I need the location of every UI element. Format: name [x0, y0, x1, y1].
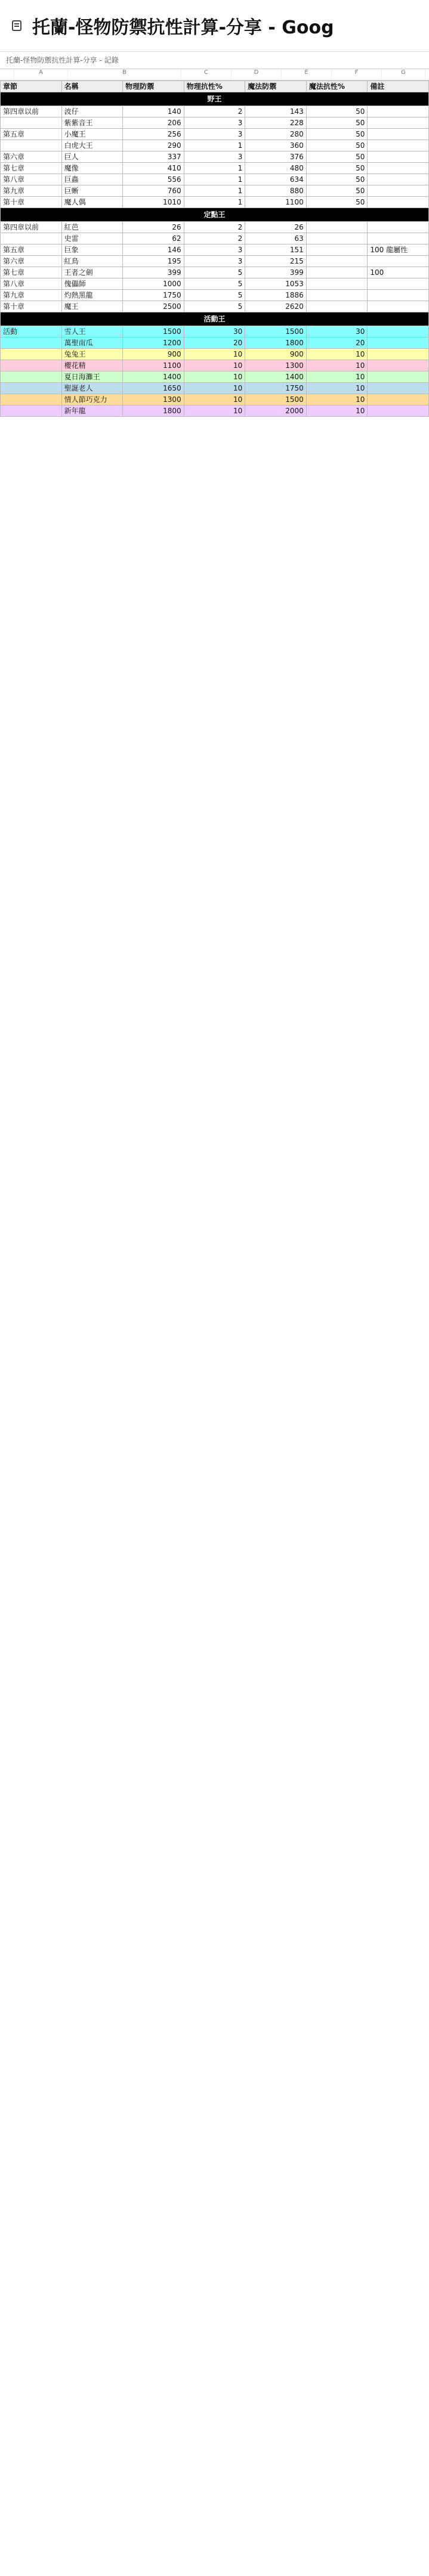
cell-c2[interactable]: 195: [123, 256, 184, 267]
cell-c4[interactable]: 376: [245, 151, 307, 163]
col-letter: D: [232, 69, 282, 80]
cell-c3[interactable]: 10: [184, 394, 245, 405]
cell-c6[interactable]: [368, 140, 429, 151]
cell-c3[interactable]: 3: [184, 129, 245, 140]
cell-c4[interactable]: 215: [245, 256, 307, 267]
cell-c0[interactable]: [1, 371, 62, 383]
cell-c5[interactable]: 50: [306, 197, 368, 208]
cell-c1[interactable]: 灼熱黑龍: [61, 290, 123, 301]
table-header-row: [1, 81, 429, 92]
cell-c2[interactable]: 1200: [123, 338, 184, 349]
cell-c1[interactable]: 小魔王: [61, 129, 123, 140]
cell-c5[interactable]: 50: [306, 174, 368, 185]
table-row[interactable]: [1, 197, 429, 208]
cell-c5[interactable]: [306, 233, 368, 244]
cell-c5[interactable]: 50: [306, 129, 368, 140]
cell-c6[interactable]: [368, 326, 429, 338]
column-header[interactable]: 魔法抗性%: [306, 81, 368, 92]
table-row[interactable]: [1, 222, 429, 233]
cell-c0[interactable]: 第七章: [1, 163, 62, 174]
cell-c0[interactable]: 第十章: [1, 197, 62, 208]
table-row[interactable]: [1, 405, 429, 417]
cell-c6[interactable]: [368, 222, 429, 233]
app-topbar: [0, 0, 429, 52]
cell-c0[interactable]: [1, 405, 62, 417]
table-row[interactable]: [1, 256, 429, 267]
cell-c5[interactable]: [306, 222, 368, 233]
col-letter: C: [181, 69, 232, 80]
cell-c2[interactable]: 146: [123, 244, 184, 256]
cell-c2[interactable]: 337: [123, 151, 184, 163]
cell-c0[interactable]: 第六章: [1, 151, 62, 163]
cell-c6[interactable]: [368, 129, 429, 140]
table-row[interactable]: [1, 394, 429, 405]
cell-c6[interactable]: [368, 197, 429, 208]
cell-c2[interactable]: 206: [123, 117, 184, 129]
table-row[interactable]: [1, 301, 429, 312]
cell-c1[interactable]: 魔王: [61, 301, 123, 312]
column-letters: [0, 69, 429, 80]
table-row[interactable]: [1, 338, 429, 349]
cell-c4[interactable]: 26: [245, 222, 307, 233]
cell-c5[interactable]: 50: [306, 117, 368, 129]
cell-c1[interactable]: 波仔: [61, 106, 123, 117]
col-letter: F: [332, 69, 382, 80]
cell-c4[interactable]: 399: [245, 267, 307, 278]
section-header-row: [1, 92, 429, 106]
cell-c2[interactable]: 140: [123, 106, 184, 117]
doc-icon: [10, 18, 24, 33]
cell-c0[interactable]: [1, 349, 62, 360]
cell-c6[interactable]: [368, 256, 429, 267]
column-header[interactable]: 魔法防禦: [245, 81, 307, 92]
cell-c1[interactable]: 傀儡師: [61, 278, 123, 290]
column-header[interactable]: 物理防禦: [123, 81, 184, 92]
cell-c2[interactable]: 760: [123, 185, 184, 197]
table-row[interactable]: [1, 185, 429, 197]
cell-c5[interactable]: 10: [306, 394, 368, 405]
table-row[interactable]: [1, 174, 429, 185]
cell-c2[interactable]: 256: [123, 129, 184, 140]
cell-c6[interactable]: [368, 371, 429, 383]
cell-c6[interactable]: [368, 394, 429, 405]
cell-c6[interactable]: [368, 349, 429, 360]
cell-c2[interactable]: 1300: [123, 394, 184, 405]
table-row[interactable]: [1, 117, 429, 129]
cell-c3[interactable]: 10: [184, 405, 245, 417]
cell-c1[interactable]: 巨蟲: [61, 174, 123, 185]
section-header-row: [1, 208, 429, 222]
cell-c4[interactable]: 1100: [245, 197, 307, 208]
cell-c0[interactable]: 第十章: [1, 301, 62, 312]
cell-c5[interactable]: 50: [306, 140, 368, 151]
cell-c6[interactable]: 100: [368, 267, 429, 278]
table-row[interactable]: [1, 290, 429, 301]
cell-c1[interactable]: 巨人: [61, 151, 123, 163]
cell-c1[interactable]: 紅芭: [61, 222, 123, 233]
cell-c2[interactable]: 62: [123, 233, 184, 244]
table-row[interactable]: [1, 163, 429, 174]
table-row[interactable]: [1, 151, 429, 163]
spreadsheet[interactable]: [0, 80, 429, 667]
cell-c4[interactable]: 280: [245, 129, 307, 140]
cell-c0[interactable]: [1, 233, 62, 244]
cell-c6[interactable]: [368, 185, 429, 197]
cell-c6[interactable]: [368, 338, 429, 349]
cell-c4[interactable]: 1886: [245, 290, 307, 301]
cell-c3[interactable]: 2: [184, 233, 245, 244]
cell-c5[interactable]: [306, 301, 368, 312]
cell-c0[interactable]: 第九章: [1, 290, 62, 301]
cell-c3[interactable]: 1: [184, 197, 245, 208]
table-row[interactable]: [1, 244, 429, 256]
cell-c4[interactable]: 360: [245, 140, 307, 151]
cell-c4[interactable]: 1400: [245, 371, 307, 383]
cell-c0[interactable]: [1, 140, 62, 151]
cell-c2[interactable]: 1000: [123, 278, 184, 290]
cell-c3[interactable]: 2: [184, 106, 245, 117]
cell-c0[interactable]: 活動: [1, 326, 62, 338]
cell-c3[interactable]: 30: [184, 326, 245, 338]
cell-c1[interactable]: 櫻花精: [61, 360, 123, 371]
cell-c4[interactable]: 2000: [245, 405, 307, 417]
cell-c1[interactable]: 魔人偶: [61, 197, 123, 208]
cell-c4[interactable]: 1300: [245, 360, 307, 371]
cell-c2[interactable]: 1400: [123, 371, 184, 383]
cell-c4[interactable]: 1800: [245, 338, 307, 349]
monster-table[interactable]: [0, 80, 429, 417]
cell-c4[interactable]: 2620: [245, 301, 307, 312]
cell-c2[interactable]: 1750: [123, 290, 184, 301]
cell-c3[interactable]: 3: [184, 256, 245, 267]
column-header[interactable]: 備註: [368, 81, 429, 92]
cell-c4[interactable]: 900: [245, 349, 307, 360]
cell-c3[interactable]: 5: [184, 301, 245, 312]
cell-c5[interactable]: 50: [306, 151, 368, 163]
col-letter: B: [68, 69, 181, 80]
col-letter: A: [14, 69, 68, 80]
cell-c0[interactable]: 第九章: [1, 185, 62, 197]
cell-c4[interactable]: 143: [245, 106, 307, 117]
cell-c0[interactable]: [1, 360, 62, 371]
cell-c5[interactable]: 50: [306, 163, 368, 174]
cell-c3[interactable]: 10: [184, 349, 245, 360]
cell-c4[interactable]: 1500: [245, 394, 307, 405]
cell-c3[interactable]: 5: [184, 290, 245, 301]
cell-c4[interactable]: 1053: [245, 278, 307, 290]
cell-c2[interactable]: 1100: [123, 360, 184, 371]
cell-c5[interactable]: 10: [306, 349, 368, 360]
cell-c1[interactable]: 新年龍: [61, 405, 123, 417]
cell-c6[interactable]: [368, 278, 429, 290]
cell-c1[interactable]: 兔兔王: [61, 349, 123, 360]
cell-c4[interactable]: 634: [245, 174, 307, 185]
cell-c5[interactable]: 10: [306, 383, 368, 394]
column-header[interactable]: 章節: [1, 81, 62, 92]
cell-c2[interactable]: 1500: [123, 326, 184, 338]
cell-c3[interactable]: 5: [184, 267, 245, 278]
breadcrumb: 托蘭-怪物防禦抗性計算-分享 - 記錄: [0, 52, 429, 69]
col-letter: E: [282, 69, 332, 80]
table-row[interactable]: [1, 140, 429, 151]
cell-c1[interactable]: 夏日海灘王: [61, 371, 123, 383]
cell-c1[interactable]: 情人節巧克力: [61, 394, 123, 405]
cell-c3[interactable]: 3: [184, 151, 245, 163]
cell-c2[interactable]: 399: [123, 267, 184, 278]
cell-c2[interactable]: 556: [123, 174, 184, 185]
cell-c6[interactable]: [368, 163, 429, 174]
cell-c6[interactable]: 100 龍屬性: [368, 244, 429, 256]
cell-c3[interactable]: 20: [184, 338, 245, 349]
cell-c5[interactable]: [306, 267, 368, 278]
cell-c5[interactable]: 10: [306, 360, 368, 371]
section-title: 活動王: [1, 312, 429, 326]
cell-c2[interactable]: 1800: [123, 405, 184, 417]
cell-c3[interactable]: 10: [184, 371, 245, 383]
cell-c0[interactable]: 第八章: [1, 278, 62, 290]
cell-c5[interactable]: [306, 256, 368, 267]
cell-c2[interactable]: 290: [123, 140, 184, 151]
cell-c0[interactable]: [1, 338, 62, 349]
table-row[interactable]: [1, 278, 429, 290]
cell-c1[interactable]: 紫紫音王: [61, 117, 123, 129]
column-header[interactable]: 名稱: [61, 81, 123, 92]
cell-c5[interactable]: [306, 244, 368, 256]
col-letter: [0, 69, 14, 80]
table-row[interactable]: [1, 106, 429, 117]
cell-c3[interactable]: 1: [184, 174, 245, 185]
table-row[interactable]: [1, 233, 429, 244]
cell-c2[interactable]: 900: [123, 349, 184, 360]
cell-c0[interactable]: [1, 394, 62, 405]
table-row[interactable]: [1, 129, 429, 140]
cell-c6[interactable]: [368, 405, 429, 417]
cell-c6[interactable]: [368, 117, 429, 129]
window-title: 托蘭-怪物防禦抗性計算-分享 - Goog: [32, 17, 334, 38]
column-header[interactable]: 物理抗性%: [184, 81, 245, 92]
cell-c1[interactable]: 萬聖南瓜: [61, 338, 123, 349]
cell-c1[interactable]: 巨蜥: [61, 185, 123, 197]
cell-c4[interactable]: 480: [245, 163, 307, 174]
cell-c2[interactable]: 2500: [123, 301, 184, 312]
cell-c0[interactable]: 第六章: [1, 256, 62, 267]
section-header-row: [1, 312, 429, 326]
cell-c5[interactable]: 20: [306, 338, 368, 349]
cell-c3[interactable]: 2: [184, 222, 245, 233]
cell-c1[interactable]: 魔像: [61, 163, 123, 174]
cell-c2[interactable]: 26: [123, 222, 184, 233]
cell-c4[interactable]: 151: [245, 244, 307, 256]
cell-c6[interactable]: [368, 383, 429, 394]
cell-c5[interactable]: 50: [306, 185, 368, 197]
cell-c1[interactable]: 紅鳥: [61, 256, 123, 267]
cell-c0[interactable]: 第八章: [1, 174, 62, 185]
cell-c5[interactable]: 50: [306, 106, 368, 117]
spacer: [0, 417, 429, 667]
cell-c3[interactable]: 1: [184, 185, 245, 197]
section-title: 定點王: [1, 208, 429, 222]
cell-c2[interactable]: 410: [123, 163, 184, 174]
cell-c1[interactable]: 巨象: [61, 244, 123, 256]
cell-c3[interactable]: 3: [184, 244, 245, 256]
cell-c0[interactable]: 第四章以前: [1, 222, 62, 233]
cell-c5[interactable]: 30: [306, 326, 368, 338]
cell-c1[interactable]: 聖誕老人: [61, 383, 123, 394]
cell-c5[interactable]: [306, 290, 368, 301]
cell-c5[interactable]: [306, 278, 368, 290]
cell-c1[interactable]: 雪人王: [61, 326, 123, 338]
section-title: 野王: [1, 92, 429, 106]
cell-c3[interactable]: 10: [184, 360, 245, 371]
cell-c1[interactable]: 王者之劍: [61, 267, 123, 278]
cell-c0[interactable]: 第四章以前: [1, 106, 62, 117]
cell-c4[interactable]: 1500: [245, 326, 307, 338]
table-row[interactable]: [1, 371, 429, 383]
cell-c4[interactable]: 63: [245, 233, 307, 244]
cell-c0[interactable]: 第五章: [1, 244, 62, 256]
cell-c3[interactable]: 10: [184, 383, 245, 394]
col-letter: G: [382, 69, 425, 80]
cell-c3[interactable]: 3: [184, 117, 245, 129]
cell-c6[interactable]: [368, 301, 429, 312]
cell-c4[interactable]: 228: [245, 117, 307, 129]
cell-c6[interactable]: [368, 290, 429, 301]
cell-c5[interactable]: 10: [306, 405, 368, 417]
cell-c5[interactable]: 10: [306, 371, 368, 383]
cell-c3[interactable]: 1: [184, 163, 245, 174]
cell-c6[interactable]: [368, 360, 429, 371]
cell-c2[interactable]: 1650: [123, 383, 184, 394]
table-row[interactable]: [1, 326, 429, 338]
cell-c0[interactable]: 第七章: [1, 267, 62, 278]
cell-c0[interactable]: 第五章: [1, 129, 62, 140]
cell-c2[interactable]: 1010: [123, 197, 184, 208]
cell-c6[interactable]: [368, 151, 429, 163]
cell-c3[interactable]: 5: [184, 278, 245, 290]
table-row[interactable]: [1, 267, 429, 278]
cell-c4[interactable]: 1750: [245, 383, 307, 394]
table-row[interactable]: [1, 360, 429, 371]
cell-c6[interactable]: [368, 106, 429, 117]
cell-c1[interactable]: 史雷: [61, 233, 123, 244]
cell-c4[interactable]: 880: [245, 185, 307, 197]
cell-c0[interactable]: [1, 383, 62, 394]
table-row[interactable]: [1, 349, 429, 360]
table-row[interactable]: [1, 383, 429, 394]
cell-c3[interactable]: 1: [184, 140, 245, 151]
cell-c0[interactable]: [1, 117, 62, 129]
cell-c6[interactable]: [368, 233, 429, 244]
cell-c1[interactable]: 白虎大王: [61, 140, 123, 151]
cell-c6[interactable]: [368, 174, 429, 185]
